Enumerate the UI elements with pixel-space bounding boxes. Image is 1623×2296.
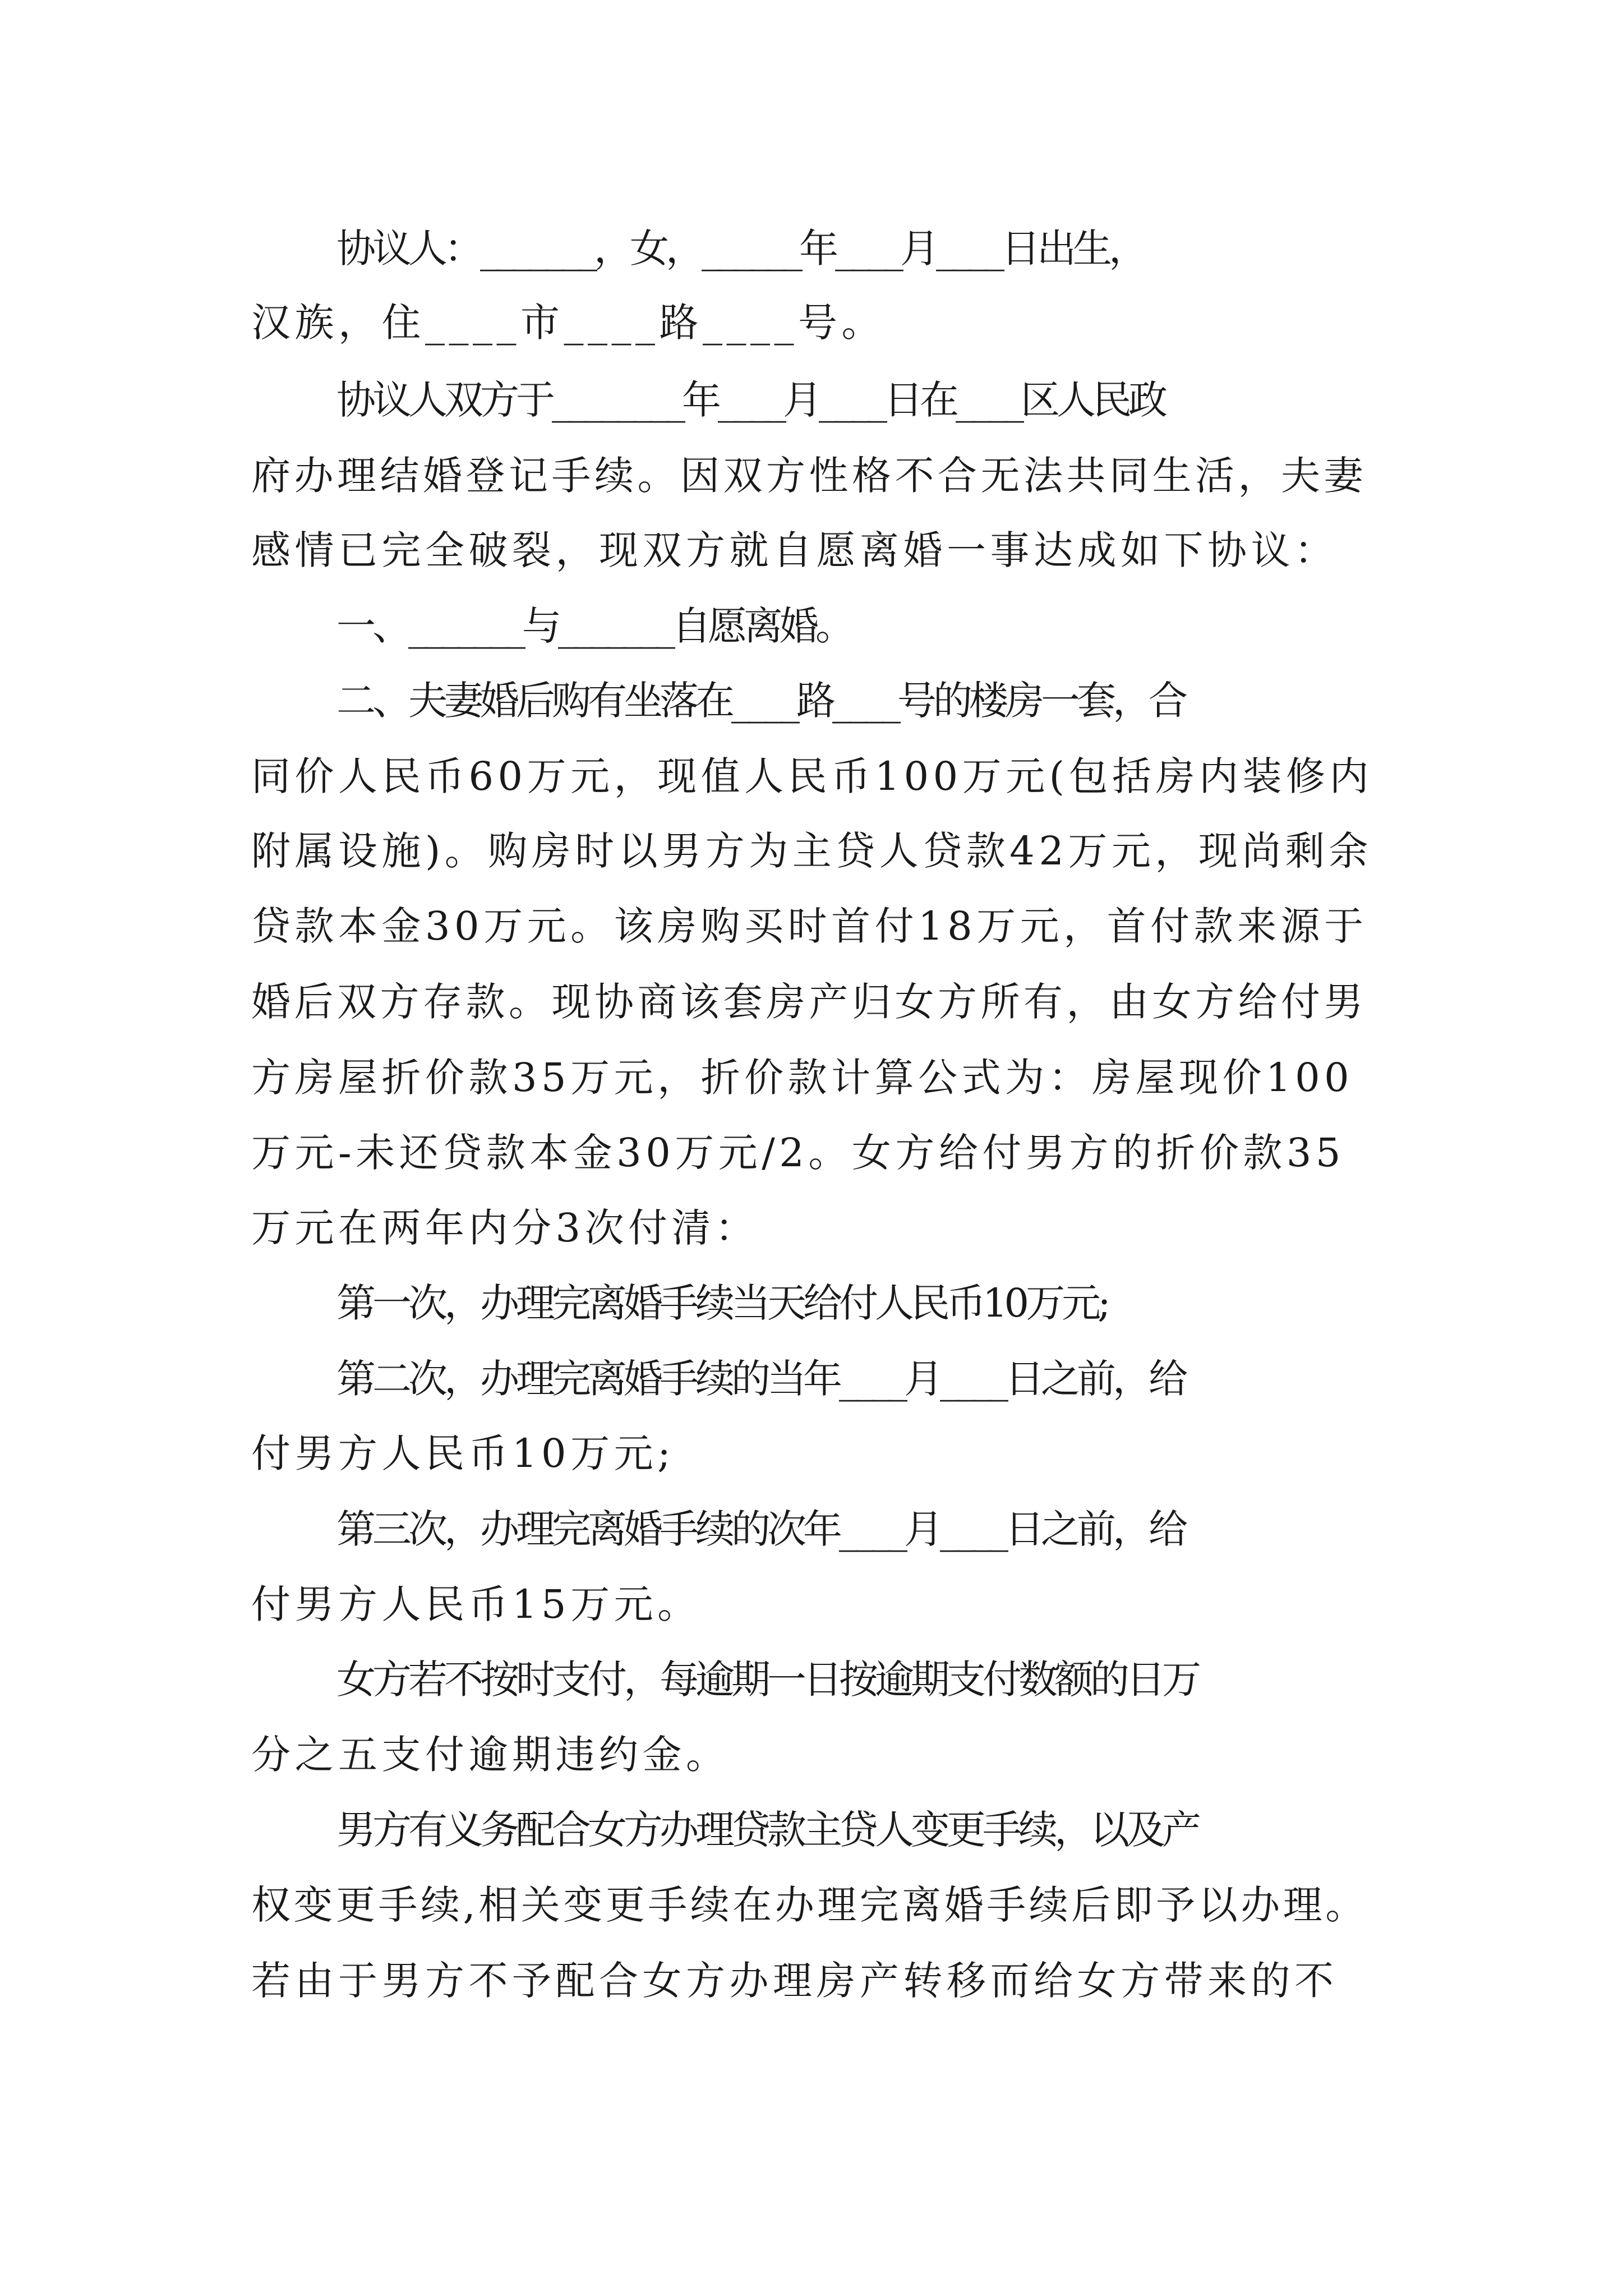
text-line-2: 汉族，住____市____路____号。: [251, 300, 885, 346]
text-line-6: 一、_______与_______自愿离婚。: [336, 603, 851, 649]
text-line-23: 权变更手续,相关变更手续在办理完离婚手续后即予以办理。: [251, 1882, 1368, 1928]
text-line-14: 万元在两年内分3次付清：: [251, 1205, 759, 1251]
text-line-4: 府办理结婚登记手续。因双方性格不合无法共同生活，夫妻: [251, 453, 1367, 499]
text-line-11: 婚后双方存款。现协商该套房产归女方所有，由女方给付男: [251, 979, 1367, 1025]
text-line-5: 感情已完全破裂，现双方就自愿离婚一事达成如下协议：: [251, 527, 1338, 573]
text-line-18: 第三次，办理完离婚手续的次年____月____日之前，给: [336, 1506, 1184, 1552]
text-line-12: 方房屋折价款35万元，折价款计算公式为：房屋现价100: [251, 1055, 1354, 1101]
text-line-21: 分之五支付逾期违约金。: [251, 1732, 730, 1778]
text-line-20: 女方若不按时支付，每逾期一日按逾期支付数额的日万: [336, 1657, 1198, 1703]
text-line-17: 付男方人民币10万元;: [251, 1430, 675, 1476]
text-line-3: 协议人双方于________年____月____日在____区人民政: [336, 377, 1164, 423]
text-line-1: 协议人：_______，女，______年____月____日出生，: [336, 226, 1145, 272]
text-line-10: 贷款本金30万元。该房购买时首付18万元，首付款来源于: [251, 903, 1368, 949]
text-line-22: 男方有义务配合女方办理贷款主贷人变更手续，以及产: [336, 1807, 1198, 1853]
text-line-19: 付男方人民币15万元。: [251, 1581, 701, 1627]
text-line-24: 若由于男方不予配合女方办理房产转移而给女方带来的不: [251, 1958, 1338, 2004]
text-line-8: 同价人民币60万元，现值人民币100万元(包括房内装修内: [251, 753, 1373, 799]
text-line-13: 万元-未还贷款本金30万元/2。女方给付男方的折价款35: [251, 1130, 1345, 1176]
text-line-16: 第二次，办理完离婚手续的当年____月____日之前，给: [336, 1356, 1184, 1402]
text-line-15: 第一次，办理完离婚手续当天给付人民币10万元;: [336, 1280, 1108, 1326]
text-line-9: 附属设施)。购房时以男方为主贷人贷款42万元，现尚剩余: [251, 828, 1372, 874]
text-line-7: 二、夫妻婚后购有坐落在____路____号的楼房一套，合: [336, 678, 1184, 724]
